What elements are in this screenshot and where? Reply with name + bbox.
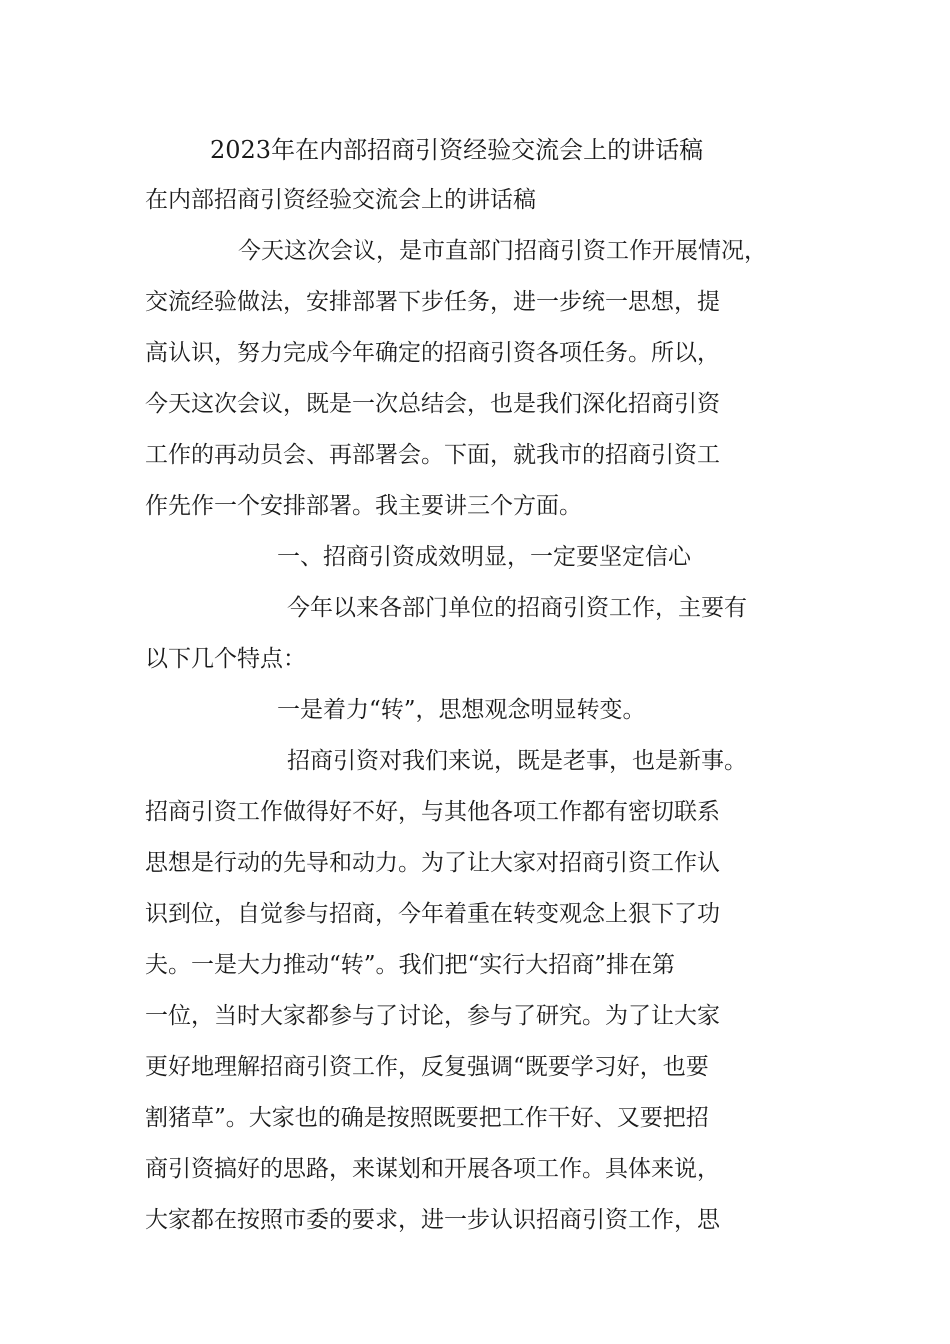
paragraph-line: 招商引资工作做得好不好，与其他各项工作都有密切联系 (145, 799, 720, 825)
sub-heading: 一是着力“转”，思想观念明显转变。 (277, 697, 646, 723)
paragraph-line: 一位，当时大家都参与了讨论，参与了研究。为了让大家 (145, 1003, 720, 1029)
paragraph-line: 高认识，努力完成今年确定的招商引资各项任务。所以， (145, 340, 720, 366)
paragraph-line: 大家都在按照市委的要求，进一步认识招商引资工作，思 (145, 1207, 720, 1233)
document-subtitle: 在内部招商引资经验交流会上的讲话稿 (145, 187, 536, 213)
paragraph-line: 今天这次会议，既是一次总结会，也是我们深化招商引资 (145, 391, 720, 417)
paragraph-line: 招商引资对我们来说，既是老事，也是新事。 (287, 748, 747, 774)
document-title: 2023年在内部招商引资经验交流会上的讲话稿 (210, 136, 704, 164)
paragraph-line: 思想是行动的先导和动力。为了让大家对招商引资工作认 (145, 850, 720, 876)
paragraph-line: 更好地理解招商引资工作，反复强调“既要学习好，也要 (145, 1054, 709, 1080)
paragraph-line: 割猪草”。大家也的确是按照既要把工作干好、又要把招 (145, 1105, 709, 1131)
paragraph-line: 商引资搞好的思路，来谋划和开展各项工作。具体来说， (145, 1156, 720, 1182)
paragraph-line: 今天这次会议，是市直部门招商引资工作开展情况， (238, 238, 767, 264)
paragraph-line: 夫。一是大力推动“转”。我们把“实行大招商”排在第 (145, 952, 676, 978)
paragraph-line: 以下几个特点： (145, 646, 306, 672)
paragraph-line: 今年以来各部门单位的招商引资工作，主要有 (287, 595, 747, 621)
paragraph-line: 识到位，自觉参与招商，今年着重在转变观念上狠下了功 (145, 901, 720, 927)
paragraph-line: 工作的再动员会、再部署会。下面，就我市的招商引资工 (145, 442, 720, 468)
section-heading: 一、招商引资成效明显，一定要坚定信心 (277, 544, 691, 570)
paragraph-line: 交流经验做法，安排部署下步任务，进一步统一思想，提 (145, 289, 720, 315)
paragraph-line: 作先作一个安排部署。我主要讲三个方面。 (145, 493, 582, 519)
